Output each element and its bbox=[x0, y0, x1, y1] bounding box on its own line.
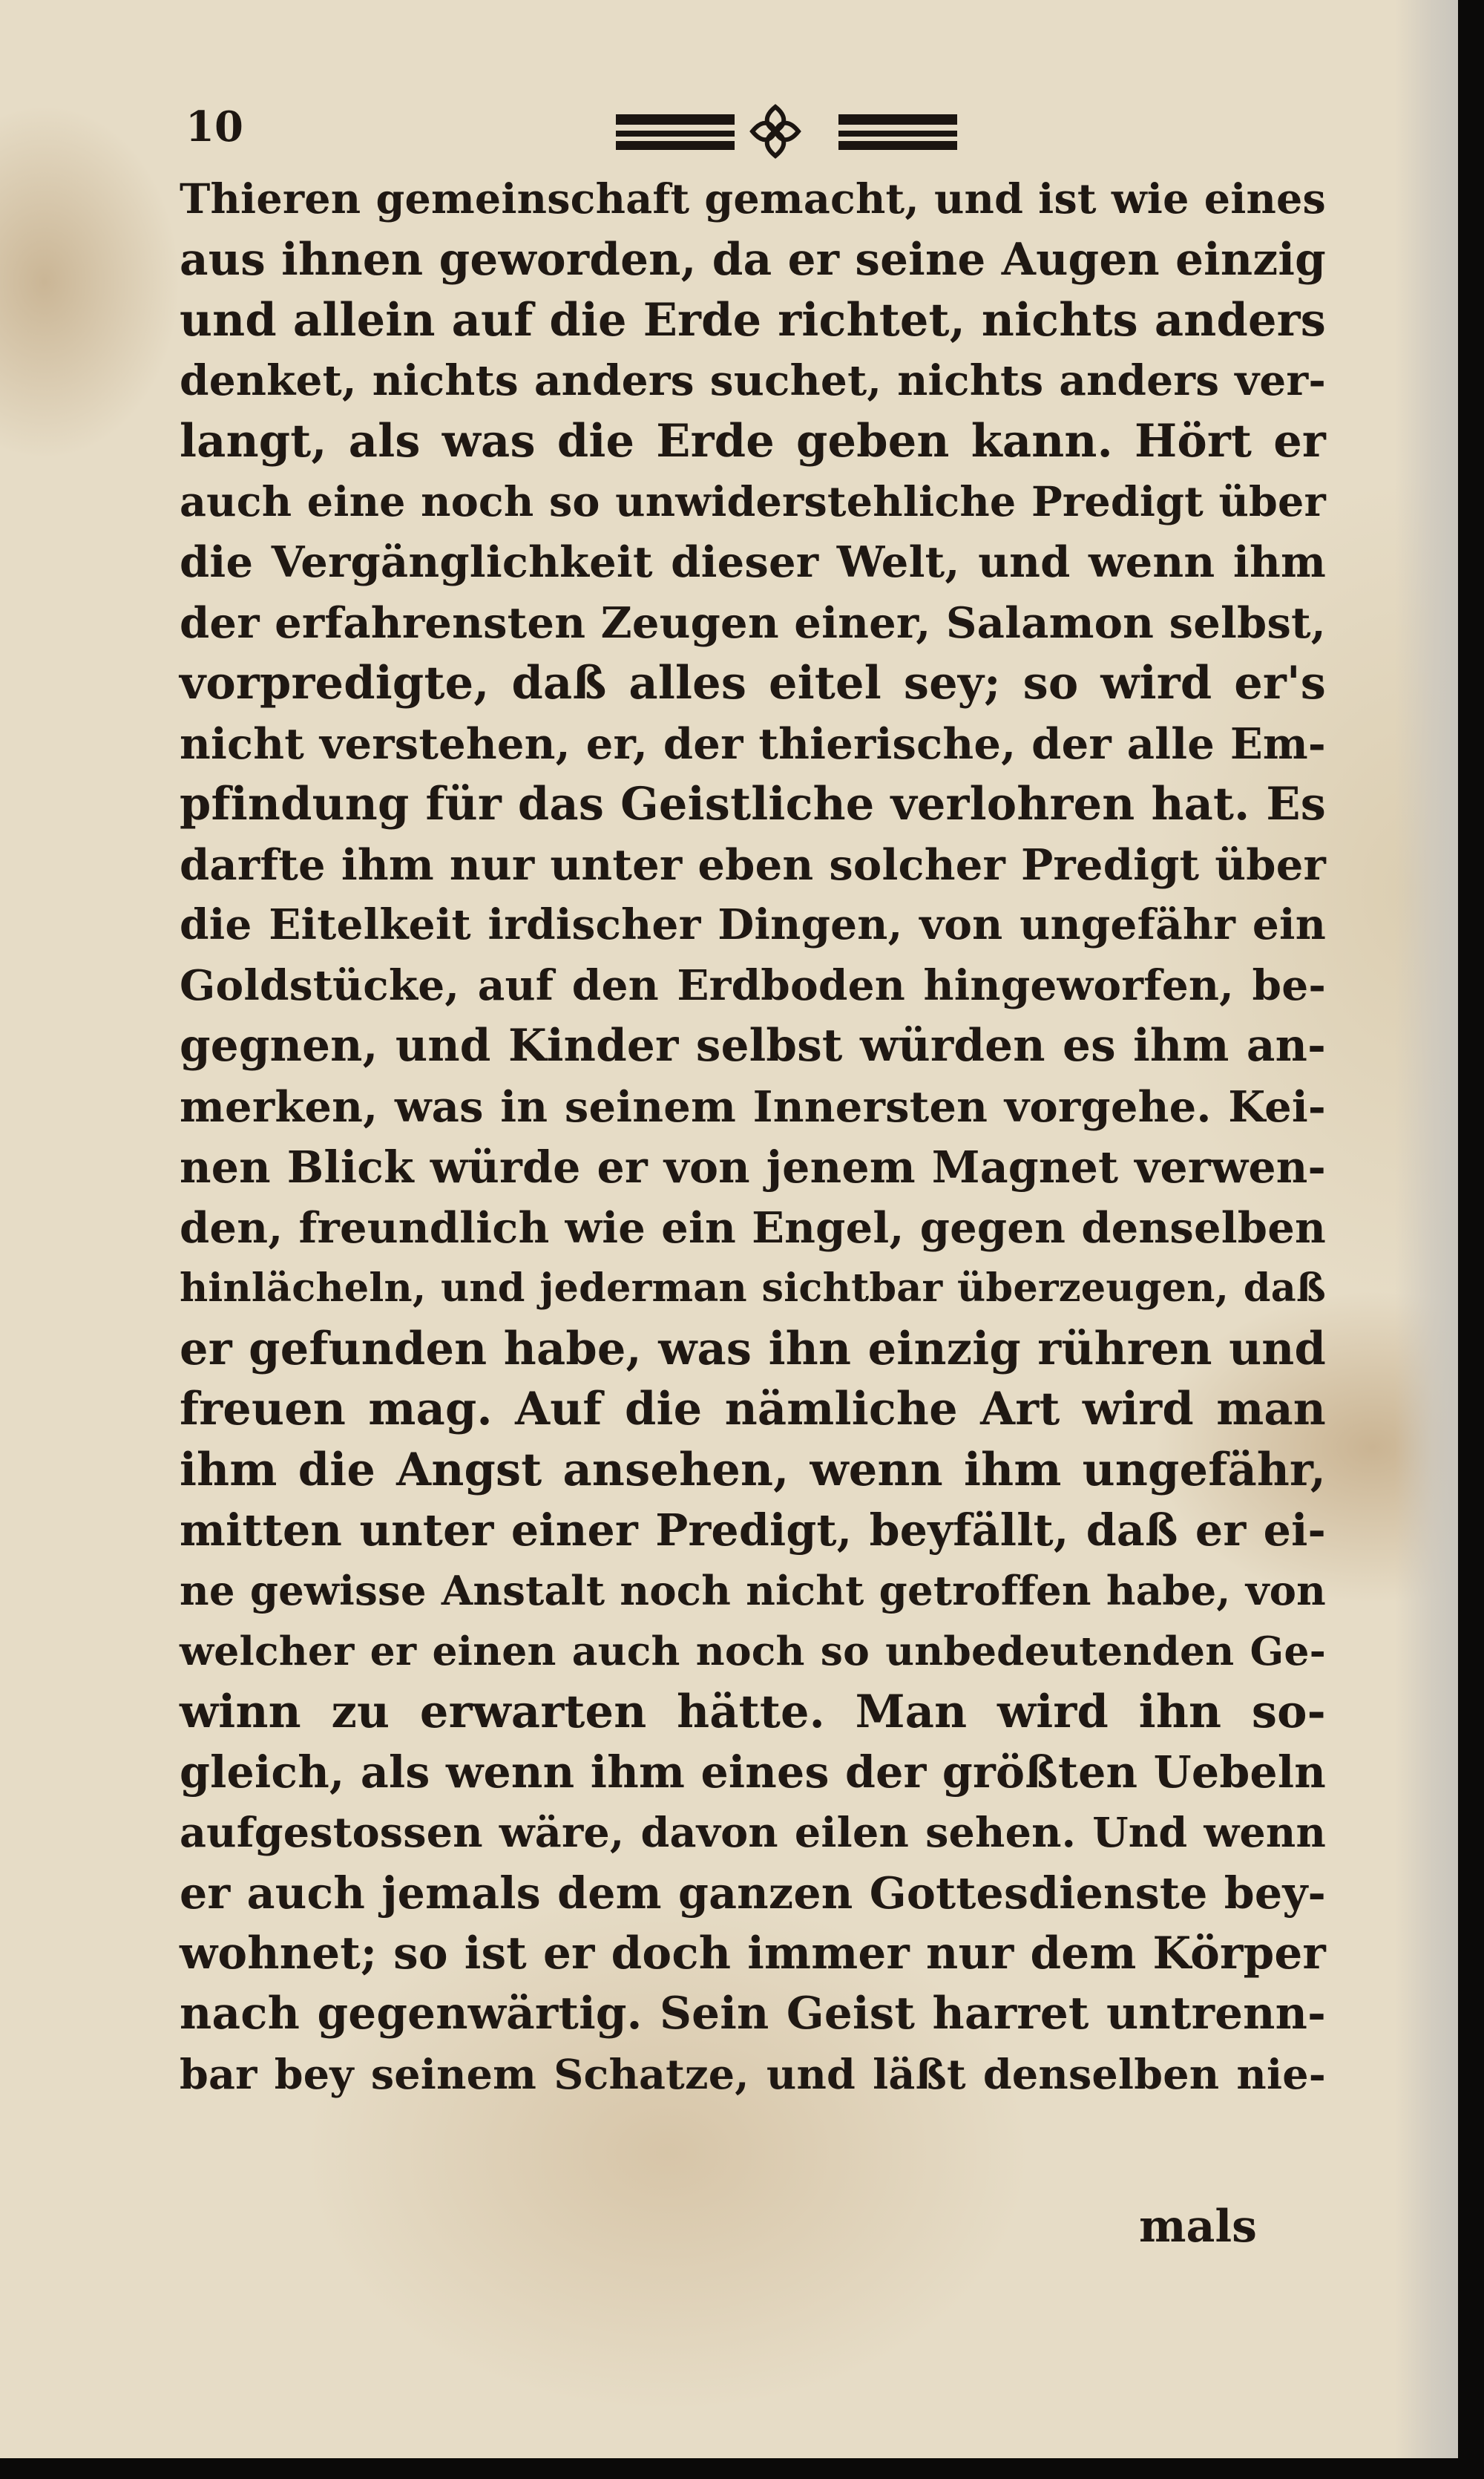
header-ornament bbox=[616, 102, 935, 160]
ornament-rule-right bbox=[838, 114, 957, 150]
text-line: vorpredigte, daß alles eitel sey; so wird er's bbox=[180, 657, 1326, 710]
text-line: freuen mag. Auf die nämliche Art wird man bbox=[180, 1383, 1326, 1435]
text-line: er gefunden habe, was ihn einzig rühren und bbox=[180, 1322, 1326, 1375]
text-line: langt, als was die Erde geben kann. Hört er bbox=[180, 415, 1326, 468]
fleuron-icon bbox=[749, 102, 801, 160]
text-line: winn zu erwarten hätte. Man wird ihn so- bbox=[180, 1685, 1326, 1738]
catchword: mals bbox=[1139, 2201, 1257, 2253]
text-line: Thieren gemeinschaft gemacht, und ist wie eines bbox=[180, 175, 1326, 223]
text-line: gleich, als wenn ihm eines der größten Uebeln bbox=[180, 1746, 1326, 1798]
text-line: darfte ihm nur unter eben solcher Predigt über bbox=[180, 839, 1326, 890]
text-line: merken, was in seinem Innersten vorgehe. Kei- bbox=[180, 1081, 1326, 1132]
text-line: wohnet; so ist er doch immer nur dem Körper bbox=[180, 1927, 1326, 1979]
page-gutter-shadow bbox=[1395, 0, 1458, 2458]
text-line: mitten unter einer Predigt, beyfällt, daß er ei- bbox=[180, 1504, 1326, 1556]
text-line: gegnen, und Kinder selbst würden es ihm an- bbox=[180, 1020, 1326, 1072]
text-line: bar bey seinem Schatze, und läßt denselben nie- bbox=[180, 2050, 1326, 2099]
body-text bbox=[180, 169, 1326, 2105]
page-number: 10 bbox=[186, 102, 243, 151]
text-line: ne gewisse Anstalt noch nicht getroffen habe, von bbox=[180, 1566, 1326, 1614]
text-line: aufgestossen wäre, davon eilen sehen. Und wenn bbox=[180, 1808, 1326, 1857]
text-line: die Eitelkeit irdischer Dingen, von ungefähr ein bbox=[180, 900, 1326, 949]
text-line: hinlächeln, und jederman sichtbar überzeugen, daß bbox=[180, 1265, 1326, 1311]
text-line: der erfahrensten Zeugen einer, Salamon selbst, bbox=[180, 597, 1326, 648]
text-line: und allein auf die Erde richtet, nichts anders bbox=[180, 294, 1326, 347]
text-line: Goldstücke, auf den Erdboden hingeworfen, be- bbox=[180, 960, 1326, 1010]
text-line: er auch jemals dem ganzen Gottesdienste bey- bbox=[180, 1867, 1326, 1919]
text-line: nen Blick würde er von jenem Magnet verwen- bbox=[180, 1142, 1326, 1193]
text-line: auch eine noch so unwiderstehliche Predigt über bbox=[180, 477, 1326, 526]
text-line: nach gegenwärtig. Sein Geist harret untrenn- bbox=[180, 1988, 1326, 2040]
text-line: aus ihnen geworden, da er seine Augen einzig bbox=[180, 233, 1326, 286]
text-line: den, freundlich wie ein Engel, gegen denselben bbox=[180, 1202, 1326, 1253]
text-line: welcher er einen auch noch so unbedeutenden Ge- bbox=[180, 1628, 1326, 1674]
text-line: ihm die Angst ansehen, wenn ihm ungefähr, bbox=[180, 1443, 1326, 1496]
text-line: denket, nichts anders suchet, nichts anders ver- bbox=[180, 356, 1326, 405]
ornament-rule-left bbox=[616, 114, 735, 150]
text-line: die Vergänglichkeit dieser Welt, und wenn ihm bbox=[180, 537, 1326, 587]
text-line: nicht verstehen, er, der thierische, der alle Em- bbox=[180, 718, 1326, 769]
text-line: pfindung für das Geistliche verlohren hat. Es bbox=[180, 778, 1326, 831]
